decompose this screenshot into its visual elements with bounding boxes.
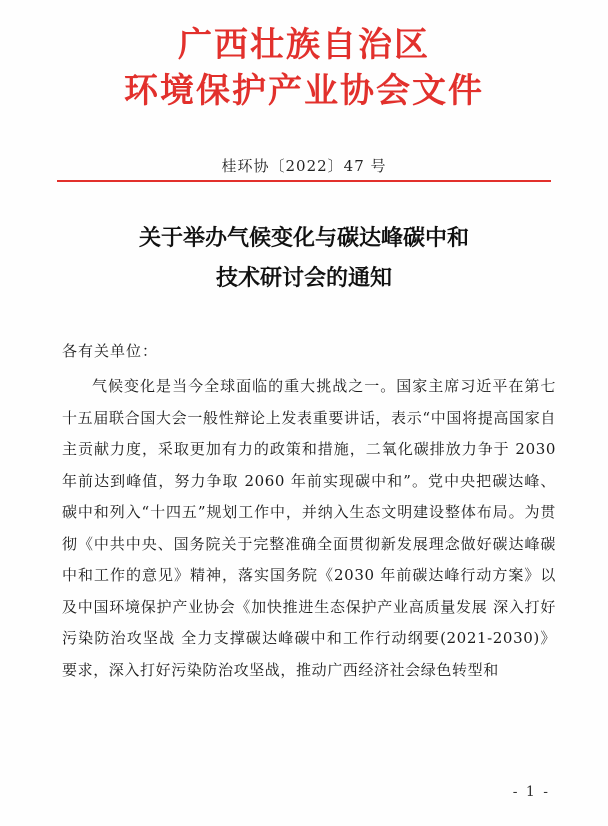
salutation: 各有关单位： [62, 342, 159, 360]
title-line-1: 关于举办气候变化与碳达峰碳中和 [138, 225, 469, 251]
document-title [0, 218, 608, 298]
title-line-2: 技术研讨会的通知 [215, 265, 392, 291]
body-paragraph: 气候变化是当今全球面临的重大挑战之一。国家主席习近平在第七十五届联合国大会一般性辩论上发表重要讲话，表示“中国将提高国家自主贡献力度，采取更加有力的政策和措施，二氧化碳排放力争于 2030 年前达到峰值，努力争取 2060 年前实现碳中和”。党中央把碳达峰、碳中和列入“十四五”规划工作中，并纳入生态文明建设整体布局。为贯彻《中共中央、国务院关于完整准确全面贯彻新发展理念做好碳达峰碳中和工作的意见》精神，落实国务院《2030 年前碳达峰行动方案》以及中国环境保护产业协会《加快推进生态保护产业高质量发展 深入打好污染防治攻坚战 全力支撑碳达峰碳中和工作行动纲要(2021-2030)》要求，深入打好污染防治攻坚战，推动广西经济社会绿色转型和 [62, 377, 556, 679]
header-line-1: 广西壮族自治区 [178, 25, 430, 65]
document-number: 桂环协〔2022〕47 号 [221, 157, 387, 175]
red-divider-line [57, 180, 551, 182]
page-number: - 1 - [512, 784, 550, 800]
document-header [0, 22, 608, 114]
header-line-2: 环境保护产业协会文件 [124, 71, 484, 111]
